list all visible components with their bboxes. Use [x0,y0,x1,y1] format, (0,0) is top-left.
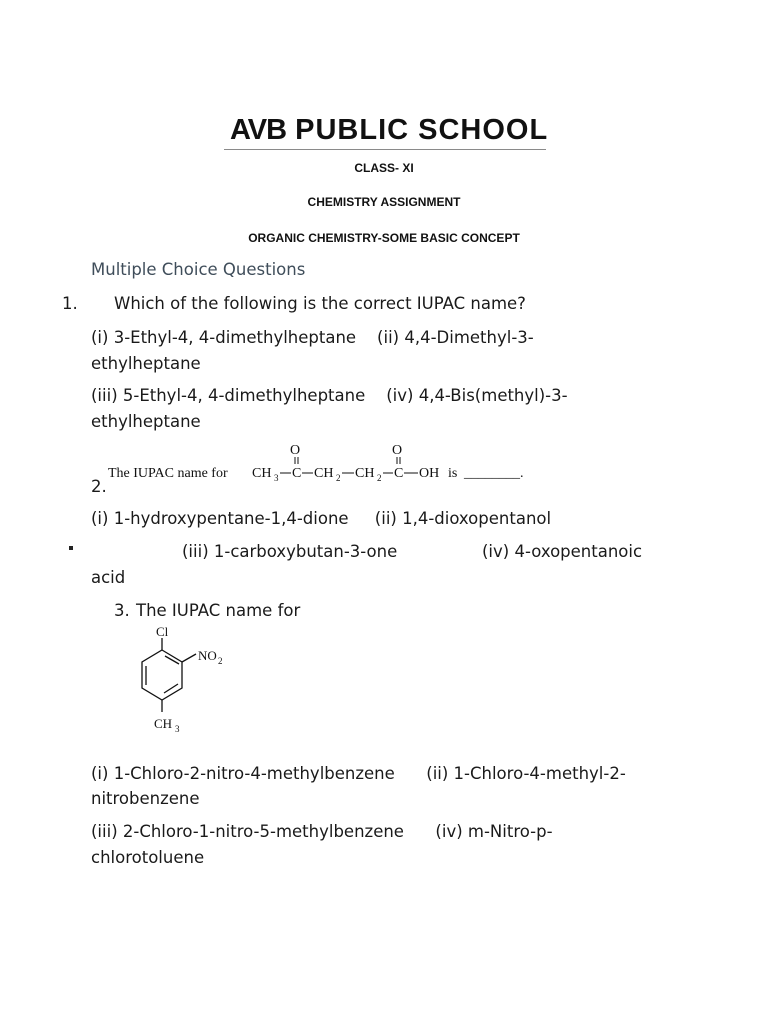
q2-fig-is: is [448,466,458,481]
class-label: CLASS- XI [354,161,414,175]
logo-school-name: PUBLIC SCHOOL [295,114,549,146]
q2-fig-ch2-a-sub: 2 [336,473,341,483]
q3-option-line-3: (iii) 2-Chloro-1-nitro-5-methylbenzene (iv) m-Nitro-p- [91,822,553,841]
q2-fig-oxygen-1: O [290,443,301,458]
logo-avb: AVB [230,114,287,146]
q2-fig-ch3-sub: 3 [274,473,279,483]
q3-fig-no2-sub: 2 [218,656,223,666]
q2-option-iv: (iv) 4-oxopentanoic [482,542,643,561]
q2-fig-oh: OH [419,466,440,481]
q3-fig-no2: NO [198,648,217,663]
q1-option-line-4: ethylheptane [91,412,201,431]
logo-divider [224,149,546,150]
q3-structure-figure [124,622,244,742]
q3-number: 3. [114,601,130,620]
q2-number: 2. [91,477,107,496]
q3-fig-ch3: CH [154,716,173,731]
q2-option-line-3: acid [91,568,126,587]
q1-number: 1. [62,294,78,313]
q3-question: The IUPAC name for [136,601,301,620]
q2-option-iii: (iii) 1-carboxybutan-3-one [182,542,398,561]
q2-formula-figure [104,438,534,488]
q2-fig-ch3: CH [252,466,272,481]
q2-fig-ch2-b-sub: 2 [377,473,382,483]
q2-fig-prefix: The IUPAC name for [108,466,228,481]
q2-fig-ch2-a: CH [314,466,334,481]
q1-option-line-2: ethylheptane [91,354,201,373]
q2-fig-oxygen-2: O [392,443,403,458]
school-logo [230,114,550,150]
assignment-title: CHEMISTRY ASSIGNMENT [307,195,461,209]
q2-fig-ch2-b: CH [355,466,375,481]
q3-option-line-1: (i) 1-Chloro-2-nitro-4-methylbenzene (ii) 1-Chloro-4-methyl-2- [91,764,626,783]
q1-option-line-1: (i) 3-Ethyl-4, 4-dimethylheptane (ii) 4,4-Dimethyl-3- [91,328,534,347]
q1-option-line-3: (iii) 5-Ethyl-4, 4-dimethylheptane (iv) 4,4-Bis(methyl)-3- [91,386,568,405]
q3-option-line-2: nitrobenzene [91,789,200,808]
q2-option-line-1: (i) 1-hydroxypentane-1,4-dione (ii) 1,4-dioxopentanol [91,509,552,528]
bullet-marker [69,546,73,550]
topic-title: ORGANIC CHEMISTRY-SOME BASIC CONCEPT [248,231,520,245]
q3-fig-ch3-sub: 3 [175,724,180,734]
q2-fig-c1: C [292,466,302,481]
section-heading: Multiple Choice Questions [91,260,306,279]
q3-option-line-4: chlorotoluene [91,848,205,867]
q1-question: Which of the following is the correct IUPAC name? [114,294,526,313]
q2-fig-c2: C [394,466,404,481]
q3-fig-cl: Cl [156,624,169,639]
q2-fig-blank: ________. [464,466,524,481]
